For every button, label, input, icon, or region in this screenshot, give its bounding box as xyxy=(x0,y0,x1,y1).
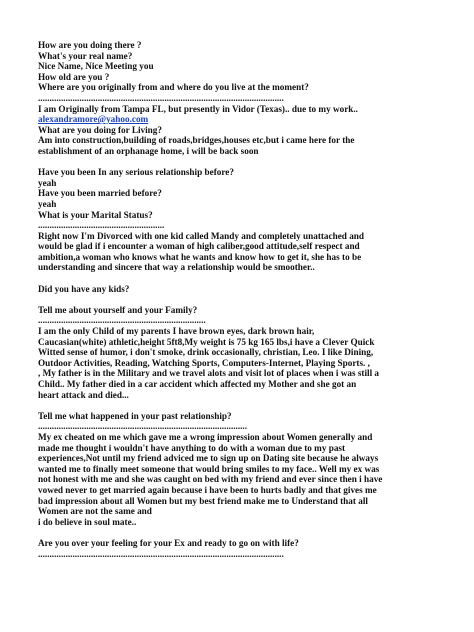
question-living: What are you doing for Living? xyxy=(38,124,162,135)
question-how-are-you: How are you doing there ? xyxy=(38,40,142,50)
question-past-relationship: Tell me what happened in your past relationship? xyxy=(38,410,232,421)
answer-family-line-5: , My father is in the Military and we travel alots and visit lot of places when i was still a xyxy=(38,368,380,379)
answer-past-line-8: Women are not the same and xyxy=(38,506,152,517)
blank-line xyxy=(38,294,438,305)
answer-family-line-2: Caucasian(white) athletic,height 5ft8,My weight is 75 kg 165 lbs,i have a Clever Quick xyxy=(38,336,375,347)
answer-past-line-2: made me thought i wouldn't have anything to do with a woman due to my past xyxy=(38,442,346,453)
answer-past-line-3: experiences,Not until my friend adviced me to sign up on Dating site because he always xyxy=(38,453,379,464)
answer-family-line-6: Child.. My father died in a car accident which affected my Mother and she got an xyxy=(38,379,357,389)
dotted-separator: ........................................................................................................... xyxy=(38,92,284,103)
dotted-separator: ........................................................................................... xyxy=(38,421,248,432)
answer-past-line-4: wanted me to finally meet someone that would bring smiles to my face.. Well my ex was xyxy=(38,463,380,474)
answer-living-line-2: establishment of an orphanage home, i will be back soon xyxy=(38,145,259,156)
answer-family-line-4: Outdoor Activities, Reading, Watching Sports, Computers-Internet, Playing Sports. , xyxy=(38,357,370,368)
dotted-separator: ....................................................... xyxy=(38,220,165,231)
question-age: How old are you ? xyxy=(38,71,110,82)
answer-marital-line-3: ambition,a woman who knows what he wants and know how to get it, she has to be xyxy=(38,251,362,262)
answer-past-line-9: i do believe in soul mate.. xyxy=(38,516,137,527)
blank-line xyxy=(38,273,438,284)
answer-serious-relationship: yeah xyxy=(38,177,57,188)
answer-living-line-1: Am into construction,building of roads,bridges,houses etc,but i came here for the xyxy=(38,135,355,146)
email-link[interactable]: alexandramore@yahoo.com xyxy=(38,114,149,125)
dotted-separator: ........................................................................................................... xyxy=(38,548,284,559)
answer-marital-line-4: understanding and sincere that way a relationship would be smoother.. xyxy=(38,262,315,273)
question-marital-status: What is your Marital Status? xyxy=(38,209,153,220)
answer-past-line-6: vowed never to get married again because i have been to hurts badly and that gives me xyxy=(38,484,377,495)
blank-line xyxy=(38,400,438,411)
answer-marital-line-2: would be glad if i encounter a woman of high caliber,good attitude,self respect and xyxy=(38,241,360,252)
email-line xyxy=(38,114,438,125)
answer-family-line-3: Witted sense of humor, i don't smoke, drink occasionally, christian, Leo. I like Dining, xyxy=(38,347,374,358)
answer-past-line-1: My ex cheated on me which gave me a wrong impression about Women generally and xyxy=(38,431,373,442)
answer-past-line-7: bad impression about all Women but my best friend make me to Understand that all xyxy=(38,495,368,506)
document-body xyxy=(38,40,438,559)
question-family: Tell me about yourself and your Family? xyxy=(38,304,198,315)
answer-past-line-5: not honest with me and she was caught on bed with my friend and ever since then i have xyxy=(38,474,383,485)
answer-marital-line-1: Right now I'm Divorced with one kid called Mandy and completely unattached and xyxy=(38,230,365,241)
blank-line xyxy=(38,527,438,538)
question-real-name: What's your real name? xyxy=(38,50,133,61)
question-origin: Where are you originally from and where do you live at the moment? xyxy=(38,82,309,93)
answer-married-before: yeah xyxy=(38,198,57,209)
line-nice-name: Nice Name, Nice Meeting you xyxy=(38,61,154,72)
question-kids: Did you have any kids? xyxy=(38,283,130,294)
answer-family-line-7: heart attack and died... xyxy=(38,389,129,400)
question-married-before: Have you been married before? xyxy=(38,188,162,199)
dotted-separator: ......................................................................... xyxy=(38,315,206,326)
question-over-ex: Are you over your feeling for your Ex and ready to go on with life? xyxy=(38,537,299,548)
question-serious-relationship: Have you been In any serious relationship before? xyxy=(38,167,234,178)
answer-family-line-1: I am the only Child of my parents I have brown eyes, dark brown hair, xyxy=(38,326,315,337)
blank-line xyxy=(38,157,438,168)
answer-origin: I am Originally from Tampa FL, but presently in Vidor (Texas).. due to my work.. xyxy=(38,103,358,114)
